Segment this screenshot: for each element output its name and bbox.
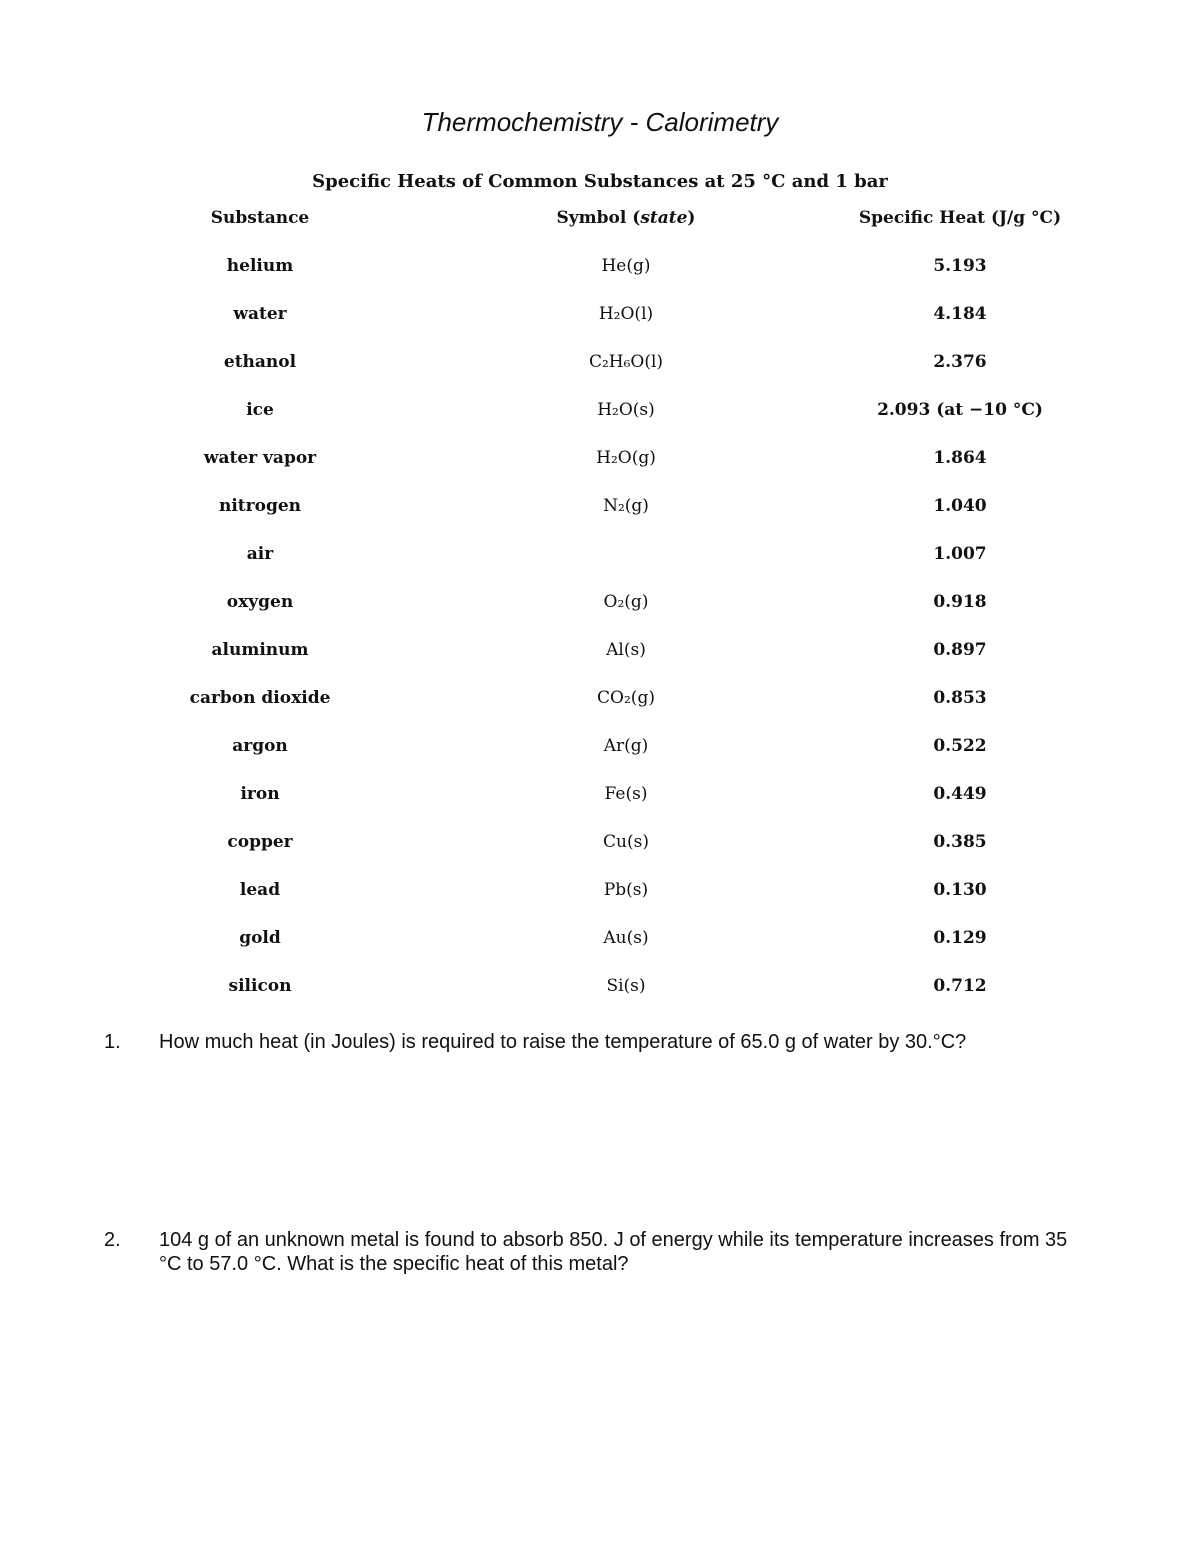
cell-specific-heat: 4.184 [933,304,987,324]
cell-symbol: H₂O(s) [597,400,655,420]
table-row [0,674,1200,722]
table-row [0,290,1200,338]
cell-substance: ethanol [223,352,297,372]
cell-specific-heat: 0.449 [933,784,987,804]
table-header-row [0,194,1200,242]
table-row [0,914,1200,962]
header-symbol-suffix: ) [687,208,696,228]
cell-specific-heat: 0.918 [933,592,987,612]
table-row [0,242,1200,290]
cell-specific-heat: 5.193 [933,256,987,276]
cell-symbol: O₂(g) [603,592,649,612]
cell-substance: water vapor [203,448,317,468]
cell-symbol: Ar(g) [603,736,649,756]
question-text: How much heat (in Joules) is required to raise the temperature of 65.0 g of water by 30.°C? [159,1031,967,1053]
cell-symbol: N₂(g) [603,496,649,516]
cell-specific-heat: 2.093 (at −10 °C) [877,400,1043,420]
cell-symbol: H₂O(g) [596,448,656,468]
table-body [0,242,1200,1010]
table-row [0,338,1200,386]
cell-substance: lead [239,880,281,900]
table-row [0,866,1200,914]
cell-symbol: Pb(s) [603,880,649,900]
header-specific-heat: Specific Heat (J/g °C) [858,208,1062,228]
table-row [0,626,1200,674]
cell-specific-heat: 0.712 [933,976,987,996]
cell-specific-heat: 2.376 [933,352,987,372]
header-symbol [476,208,776,228]
cell-substance: water [233,304,287,324]
cell-symbol: Cu(s) [603,832,649,852]
cell-specific-heat: 1.040 [933,496,987,516]
cell-substance: helium [226,256,294,276]
cell-substance: copper [227,832,293,852]
cell-symbol: Al(s) [606,640,646,660]
table-row [0,434,1200,482]
cell-symbol: CO₂(g) [597,688,655,708]
header-symbol-state: state [640,208,688,228]
cell-substance: nitrogen [218,496,302,516]
cell-symbol: Si(s) [606,976,646,996]
cell-symbol: Fe(s) [604,784,648,804]
cell-substance: oxygen [226,592,294,612]
cell-specific-heat: 0.130 [933,880,987,900]
specific-heat-table [0,194,1200,1010]
page-title: Thermochemistry - Calorimetry [421,107,779,137]
table-caption: Specific Heats of Common Substances at 25 °C and 1 bar [312,171,888,192]
cell-substance: silicon [228,976,292,996]
table-row [0,818,1200,866]
question-number: 1. [104,1031,121,1053]
question-number: 2. [104,1229,121,1251]
cell-specific-heat: 0.129 [933,928,987,948]
cell-symbol: C₂H₆O(l) [588,352,664,372]
cell-specific-heat: 1.007 [933,544,987,564]
cell-symbol: H₂O(l) [598,304,654,324]
table-row [0,530,1200,578]
table-row [0,578,1200,626]
cell-substance: air [246,544,274,564]
cell-specific-heat: 0.522 [933,736,987,756]
cell-specific-heat: 0.385 [933,832,987,852]
cell-specific-heat: 1.864 [933,448,987,468]
table-row [0,482,1200,530]
cell-symbol: He(g) [601,256,651,276]
header-substance: Substance [210,208,310,228]
table-row [0,386,1200,434]
header-symbol-prefix: Symbol ( [556,208,641,228]
table-row [0,770,1200,818]
cell-substance: gold [239,928,281,948]
question-text: 104 g of an unknown metal is found to absorb 850. J of energy while its temperature increases from 35 °C to 57.0 °C. What is the specific heat of this metal? [159,1229,1068,1275]
cell-specific-heat: 0.853 [933,688,987,708]
cell-substance: aluminum [211,640,309,660]
cell-substance: iron [240,784,280,804]
cell-symbol: Au(s) [603,928,649,948]
table-row [0,962,1200,1010]
table-row [0,722,1200,770]
cell-substance: carbon dioxide [189,688,331,708]
cell-specific-heat: 0.897 [933,640,987,660]
cell-substance: argon [232,736,288,756]
cell-substance: ice [246,400,274,420]
